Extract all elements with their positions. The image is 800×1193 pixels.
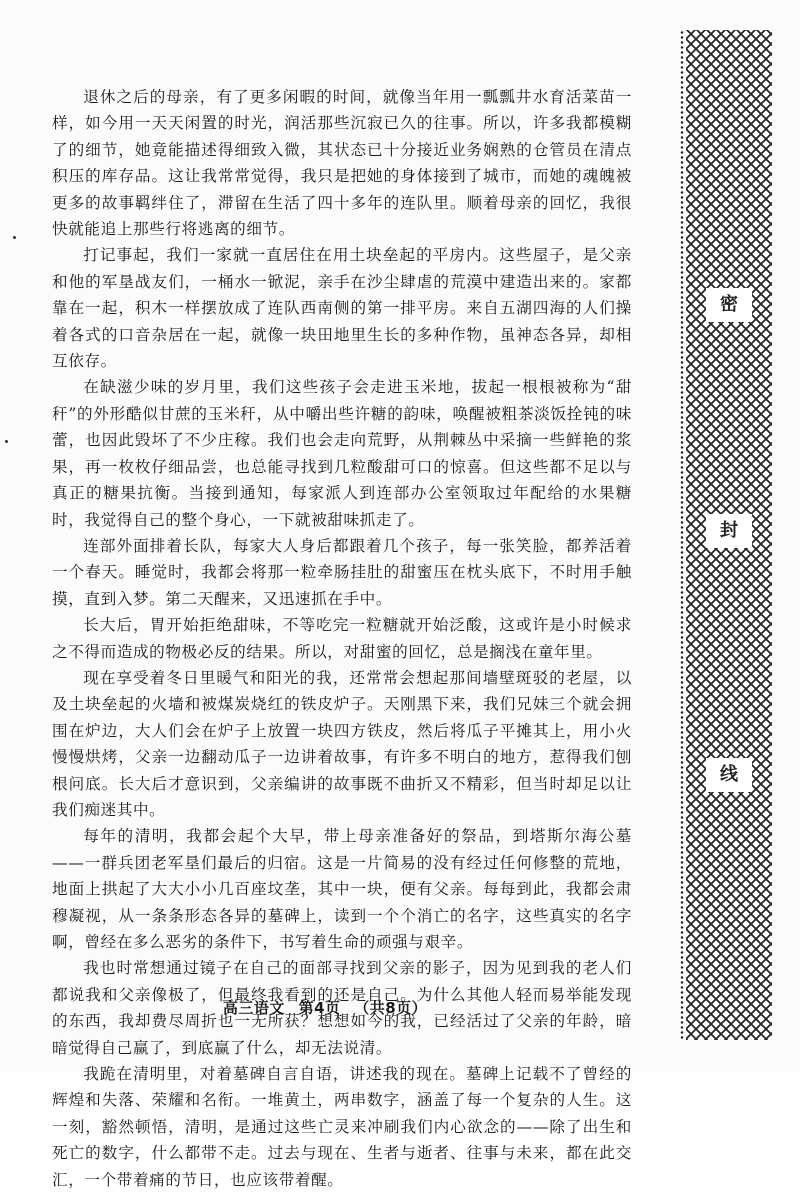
binding-char-xian: 线 [706, 758, 752, 792]
page-footer [0, 997, 650, 1018]
scan-speck [13, 236, 16, 239]
paragraph-2: 打记事起，我们一家就一直居住在用土块垒起的平房内。这些屋子，是父亲和他的军垦战友们，一桶水一锨泥，亲手在沙尘肆虐的荒漠中建造出来的。家都靠在一起，积木一样摆放成了连队西南侧的第一排平房。来自五湖四海的人们操着各式的口音杂居在一起，就像一块田地里生长的多种作物，虽神态各异，却相互依存。 [52, 246, 632, 371]
scan-speck [5, 440, 8, 443]
paragraph-4: 连部外面排着长队，每家大人身后都跟着几个孩子，每一张笑脸，都养活着一个春天。睡觉时，我都会将那一粒牵肠挂肚的甜蜜压在枕头底下，不时用手触摸，直到入梦。第二天醒来，又迅速抓在手中。 [52, 536, 632, 608]
paragraph-7: 每年的清明，我都会起个大早，带上母亲准备好的祭品，到塔斯尔海公墓——一群兵团老军垦们最后的归宿。这是一片简易的没有经过任何修整的荒地，地面上拱起了大大小小几百座坟垄，其中一块，便有父亲。每每到此，我都会肃穆凝视，从一条条形态各异的墓碑上，读到一个个消亡的名字，这些真实的名字啊，曾经在多么恶劣的条件下，书写着生命的顽强与艰辛。 [52, 827, 632, 951]
paragraph-1: 退休之后的母亲，有了更多闲暇的时间，就像当年用一瓢瓢井水育活菜苗一样，如今用一天天闲置的时光，润活那些沉寂已久的往事。所以，许多我都模糊了的细节，她竟能描述得细致入微，其状态已十分接近业务娴熟的仓管员在清点积压的库存品。这让我常常觉得，我只是把她的身体接到了城市，而她的魂魄被更多的故事羁绊住了，滞留在生活了四十多年的连队里。顺着母亲的回忆，我很快就能追上那些行将逃离的细节。 [52, 88, 632, 239]
paragraph-6: 现在享受着冬日里暖气和阳光的我，还常常会想起那间墙壁斑驳的老屋，以及土块垒起的火墙和被煤炭烧红的铁皮炉子。天刚黑下来，我们兄妹三个就会拥围在炉边，大人们会在炉子上放置一块四方铁皮，然后将瓜子平摊其上，用小火慢慢烘烤，父亲一边翻动瓜子一边讲着故事，有许多不明白的地方，惹得我们刨根问底。长大后才意识到，父亲编讲的故事既不曲折又不精彩，但当时却足以让我们痴迷其中。 [52, 668, 632, 819]
footer-page-number: 第4页 [298, 999, 341, 1017]
article-body [52, 84, 632, 1193]
paragraph-8: 我也时常想通过镜子在自己的面部寻找到父亲的影子，因为见到我的老人们都说我和父亲像极了，但最终我看到的还是自己。为什么其他人轻而易举能发现的东西，我却费尽周折也一无所获？想想如今的我，已经活过了父亲的年龄，暗暗觉得自己赢了，到底赢了什么，却无法说清。 [52, 959, 632, 1057]
binding-dot-line [680, 30, 684, 1040]
paragraph-9: 我跪在清明里，对着墓碑自言自语，讲述我的现在。墓碑上记载不了曾经的辉煌和失落、荣耀和名衔。一堆黄土，两串数字，涵盖了每一个复杂的人生。这一刻，豁然顿悟，清明，是通过这些亡灵来冲刷我们内心欲念的——除了出生和死亡的数字，什么都带不走。过去与现在、生者与逝者、往事与未来，都在此交汇，一个带着痛的节日，也应该带着醒。 [52, 1065, 632, 1189]
footer-total-pages: （共8页） [354, 999, 428, 1017]
binding-char-mi: 密 [706, 288, 752, 322]
paragraph-5: 长大后，胃开始拒绝甜味，不等吃完一粒糖就开始泛酸，这或许是小时候求之不得而造成的物极必反的结果。所以，对甜蜜的回忆，总是搁浅在童年里。 [52, 616, 632, 661]
binding-char-feng: 封 [706, 514, 752, 548]
binding-margin [680, 30, 774, 1040]
paragraph-3: 在缺滋少味的岁月里，我们这些孩子会走进玉米地，拔起一根根被称为“甜秆”的外形酷似甘蔗的玉米秆，从中嚼出些许糖的韵味，唤醒被粗茶淡饭拴钝的味蕾，也因此毁坏了不少庄稼。我们也会走向荒野，从荆棘丛中采摘一些鲜艳的浆果，再一枚枚仔细品尝，也总能寻找到几粒酸甜可口的惊喜。但这些都不足以与真正的糖果抗衡。当接到通知，每家派人到连部办公室领取过年配给的水果糖时，我觉得自己的整个身心，一下就被甜味抓走了。 [52, 378, 632, 529]
footer-subject: 高三语文 [222, 999, 285, 1017]
